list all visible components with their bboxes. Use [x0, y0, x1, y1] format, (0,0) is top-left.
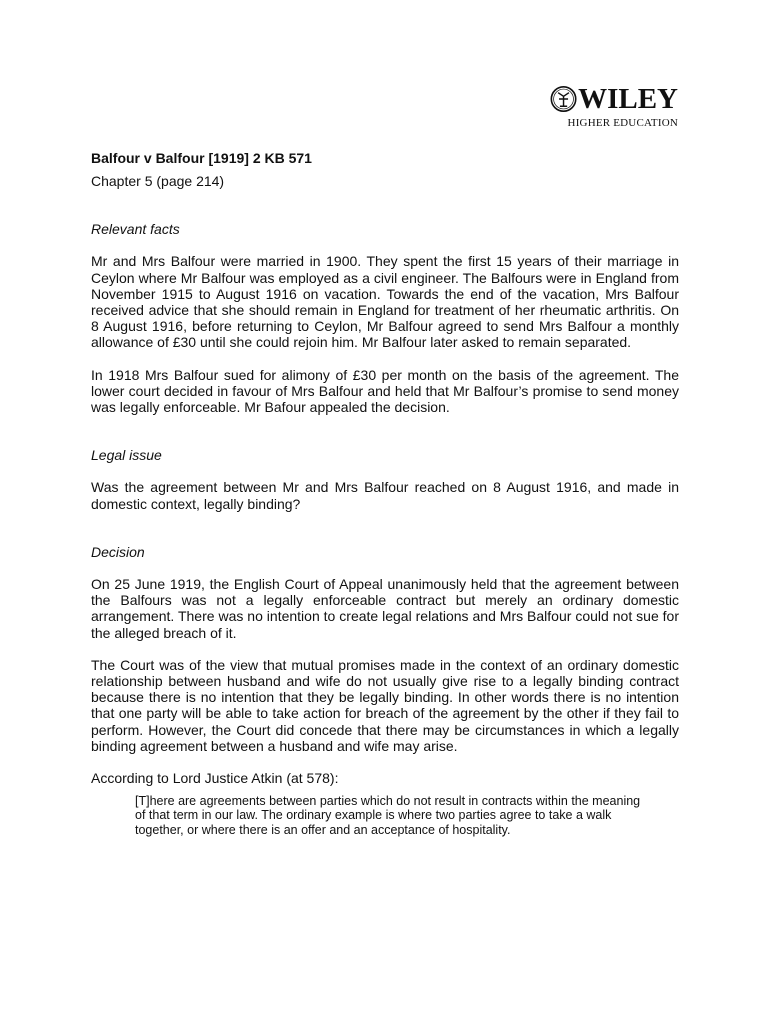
case-title: Balfour v Balfour [1919] 2 KB 571 [91, 150, 312, 166]
section-heading-issue: Legal issue [91, 447, 162, 464]
paragraph-issue-1: Was the agreement between Mr and Mrs Balfour reached on 8 August 1916, and made in domestic context, legally binding? [91, 479, 679, 512]
block-quote: [T]here are agreements between parties which do not result in contracts within the meaning of that term in our law. The ordinary example is where two parties agree to take a walk together, or where there is an offer and an acceptance of hospitality. [135, 794, 641, 837]
section-heading-decision: Decision [91, 543, 145, 560]
logo-tagline: HIGHER EDUCATION [567, 117, 678, 129]
logo-row [550, 84, 678, 114]
paragraph-facts-2: In 1918 Mrs Balfour sued for alimony of £30 per month on the basis of the agreement. The lower court decided in favour of Mrs Balfour and held that Mr Balfour’s promise to send money was legally enforceable. Mr Bafour appealed the decision. [91, 366, 679, 416]
paragraph-decision-2: The Court was of the view that mutual promises made in the context of an ordinary domestic relationship between husband and wife do not usually give rise to a legally binding contract because there is no intention that they be legally binding. In other words there is no intention that one party will be able to take action for breach of the agreement by the other if they fail to perform. However, the Court did concede that there may be circumstances in which a legally binding agreement between a husband and wife may arise. [91, 656, 679, 754]
publisher-logo [550, 84, 678, 132]
paragraph-facts-1: Mr and Mrs Balfour were married in 1900. They spent the first 15 years of their marriage in Ceylon where Mr Balfour was employed as a civil engineer. The Balfours were in England from November 1915 to August 1916 on vacation. Towards the end of the vacation, Mrs Balfour received advice that she should remain in England for treatment of her rheumatic arthritis. On 8 August 1916, before returning to Ceylon, Mr Balfour agreed to send Mrs Balfour a monthly allowance of £30 until she could rejoin him. Mr Balfour later asked to remain separated. [91, 253, 679, 351]
chapter-reference: Chapter 5 (page 214) [91, 173, 225, 189]
paragraph-decision-1: On 25 June 1919, the English Court of Appeal unanimously held that the agreement between the Balfours was not a legally enforceable contract but merely an ordinary domestic arrangement. There was no intention to create legal relations and Mrs Balfour could not sue for the alleged breach of it. [91, 576, 679, 641]
logo-wordmark: WILEY [578, 83, 678, 115]
section-heading-facts: Relevant facts [91, 221, 180, 238]
paragraph-decision-3: According to Lord Justice Atkin (at 578): [91, 770, 339, 787]
document-body [91, 150, 679, 837]
wiley-seal-icon [550, 84, 577, 114]
